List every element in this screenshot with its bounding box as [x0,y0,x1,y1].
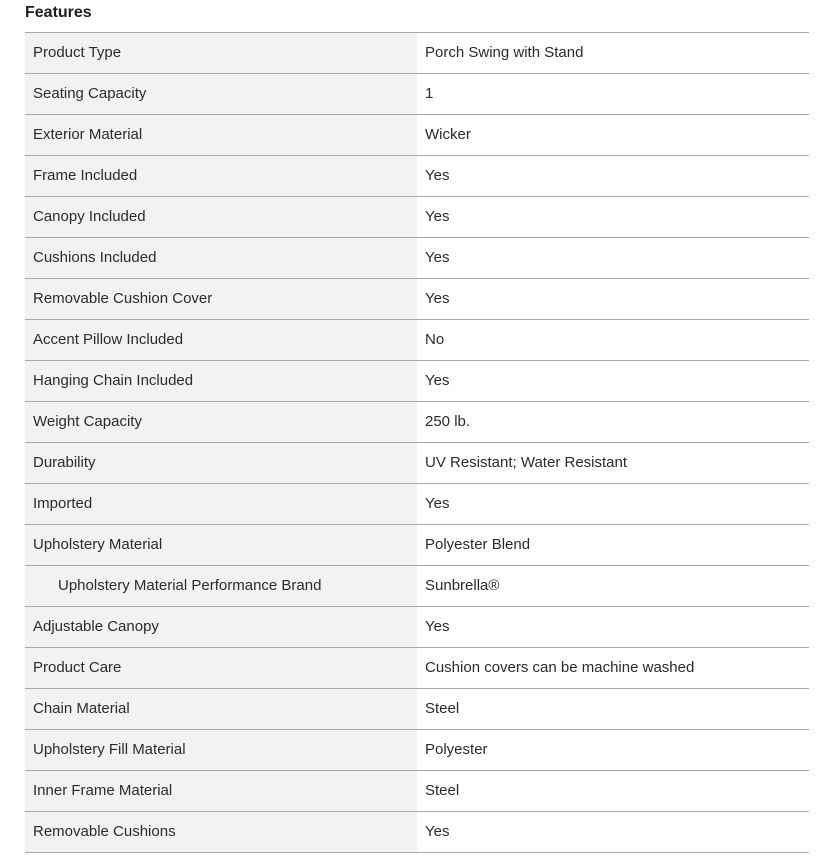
spec-label: Frame Included [25,156,417,197]
spec-value: Yes [417,238,809,279]
table-row [25,771,809,812]
table-row [25,689,809,730]
spec-value: Steel [417,689,809,730]
spec-value: Yes [417,361,809,402]
spec-label: Exterior Material [25,115,417,156]
table-row [25,238,809,279]
spec-sublabel: Upholstery Material Performance Brand [25,566,417,607]
spec-label: Product Type [25,33,417,74]
spec-value: Polyester Blend [417,525,809,566]
section-title: Features [25,4,92,21]
spec-value: 1 [417,74,809,115]
table-row [25,648,809,689]
table-row [25,812,809,853]
spec-value: Yes [417,484,809,525]
table-row-sub [25,566,809,607]
table-row [25,320,809,361]
spec-value: Yes [417,279,809,320]
spec-value: Cushion covers can be machine washed [417,648,809,689]
table-row [25,607,809,648]
spec-label: Removable Cushion Cover [25,279,417,320]
spec-value: Yes [417,197,809,238]
spec-label: Chain Material [25,689,417,730]
spec-value: UV Resistant; Water Resistant [417,443,809,484]
spec-value: Polyester [417,730,809,771]
table-row [25,361,809,402]
spec-label: Durability [25,443,417,484]
table-row [25,33,809,74]
spec-value: Yes [417,812,809,853]
spec-value: No [417,320,809,361]
spec-label: Upholstery Material [25,525,417,566]
spec-label: Seating Capacity [25,74,417,115]
spec-label: Imported [25,484,417,525]
table-row [25,525,809,566]
spec-label: Inner Frame Material [25,771,417,812]
spec-label: Weight Capacity [25,402,417,443]
spec-label: Cushions Included [25,238,417,279]
spec-value: 250 lb. [417,402,809,443]
table-row [25,279,809,320]
spec-label: Adjustable Canopy [25,607,417,648]
spec-value: Wicker [417,115,809,156]
table-row [25,443,809,484]
spec-value: Sunbrella® [417,566,809,607]
spec-value: Porch Swing with Stand [417,33,809,74]
table-row [25,74,809,115]
features-table [25,32,809,853]
table-row [25,402,809,443]
table-row [25,484,809,525]
spec-value: Steel [417,771,809,812]
spec-label: Canopy Included [25,197,417,238]
spec-label: Removable Cushions [25,812,417,853]
spec-label: Hanging Chain Included [25,361,417,402]
spec-value: Yes [417,607,809,648]
table-row [25,115,809,156]
spec-label: Upholstery Fill Material [25,730,417,771]
table-row [25,730,809,771]
spec-value: Yes [417,156,809,197]
table-row [25,197,809,238]
spec-label: Product Care [25,648,417,689]
table-row [25,156,809,197]
spec-label: Accent Pillow Included [25,320,417,361]
